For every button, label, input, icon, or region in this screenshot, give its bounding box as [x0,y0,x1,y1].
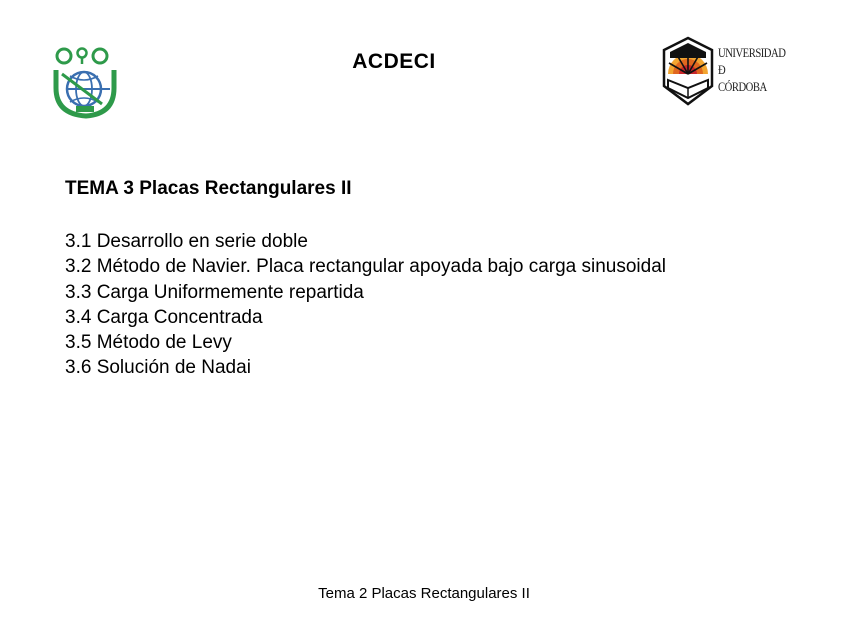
university-name-line: CÓRDOBA [718,79,767,94]
university-name-line: Ð [718,62,726,77]
university-name-line: UNIVERSIDAD [718,45,786,60]
page-title: ACDECI [352,50,436,73]
topic-list [65,229,666,381]
list-item: 3.3 Carga Uniformemente repartida [65,281,364,303]
university-name [718,44,785,95]
list-item: 3.1 Desarrollo en serie doble [65,231,308,252]
list-item: 3.2 Método de Navier. Placa rectangular apoyada bajo carga sinusoidal [65,256,666,278]
list-item: 3.4 Carga Concentrada [65,306,263,328]
list-item: 3.6 Solución de Nadai [65,357,251,379]
section-title: TEMA 3 Placas Rectangulares II [65,178,352,199]
list-item: 3.5 Método de Levy [65,332,232,354]
university-logo [662,36,802,108]
slide-footer: Tema 2 Placas Rectangulares II [318,585,530,602]
university-seal-icon [662,36,714,108]
